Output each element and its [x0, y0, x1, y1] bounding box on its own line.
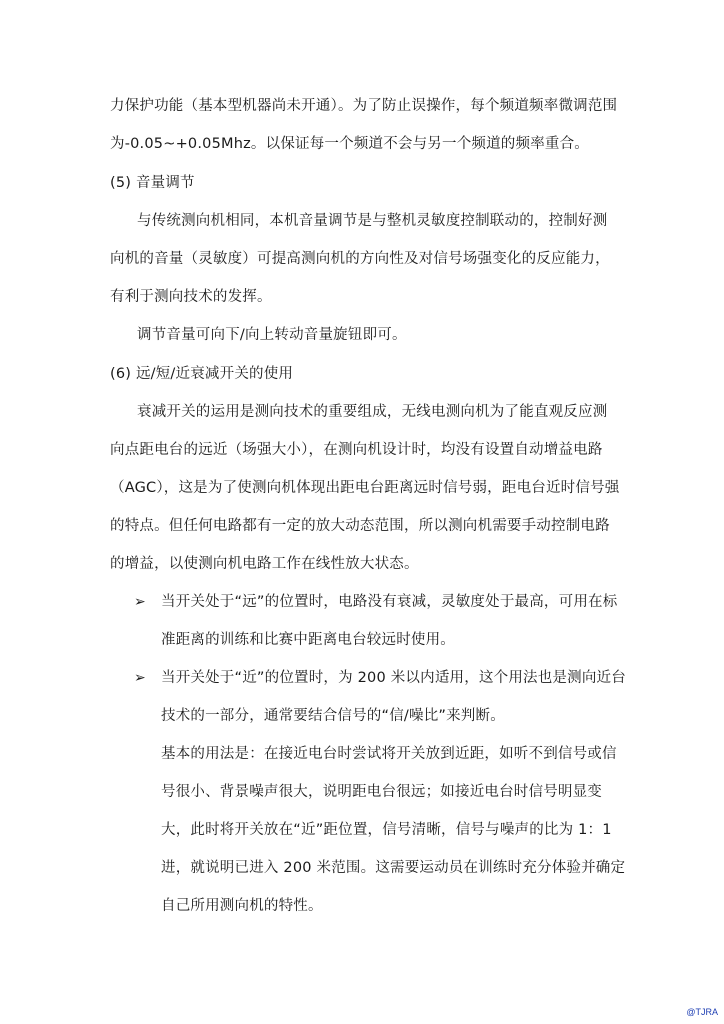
bullet-arrow-icon: ➢: [134, 594, 146, 610]
paragraph-line: 进，就说明已进入 200 米范围。这需要运动员在训练时充分体验并确定: [161, 860, 626, 876]
paragraph-line: 的特点。但任何电路都有一定的放大动态范围，所以测向机需要手动控制电路: [110, 518, 610, 534]
bullet-line: 技术的一部分，通常要结合信号的“信/噪比”来判断。: [161, 708, 505, 724]
section-heading-attenuator: (6) 远/短/近衰减开关的使用: [110, 366, 294, 382]
bullet-line: 当开关处于“远”的位置时，电路没有衰减，灵敏度处于最高，可用在标: [161, 594, 618, 610]
bullet-line: 当开关处于“近”的位置时，为 200 米以内适用，这个用法也是测向近台: [161, 670, 626, 686]
bullet-line: 准距离的训练和比赛中距离电台较远时使用。: [161, 632, 455, 648]
paragraph-line: 为-0.05~+0.05Mhz。以保证每一个频道不会与另一个频道的频率重合。: [110, 136, 590, 152]
paragraph-line: 衰减开关的运用是测向技术的重要组成，无线电测向机为了能直观反应测: [137, 404, 608, 420]
paragraph-line: 自己所用测向机的特性。: [161, 898, 323, 914]
paragraph-line: 向机的音量（灵敏度）可提高测向机的方向性及对信号场强变化的反应能力，: [110, 251, 610, 267]
paragraph-line: 有利于测向技术的发挥。: [110, 289, 272, 305]
paragraph-line: 调节音量可向下/向上转动音量旋钮即可。: [137, 327, 407, 343]
paragraph-line: 的增益，以使测向机电路工作在线性放大状态。: [110, 556, 419, 572]
paragraph-line: 与传统测向机相同，本机音量调节是与整机灵敏度控制联动的，控制好测: [137, 213, 608, 229]
footer-watermark: @TJRA: [686, 1007, 718, 1017]
bullet-arrow-icon: ➢: [134, 670, 146, 686]
paragraph-line: （AGC），这是为了使测向机体现出距电台距离远时信号弱，距电台近时信号强: [110, 480, 620, 496]
section-heading-volume: (5) 音量调节: [110, 175, 195, 191]
paragraph-line: 力保护功能（基本型机器尚未开通）。为了防止误操作，每个频道频率微调范围: [110, 98, 618, 114]
paragraph-line: 基本的用法是：在接近电台时尝试将开关放到近距，如听不到信号或信: [161, 746, 617, 762]
paragraph-line: 大，此时将开关放在“近”距位置，信号清晰，信号与噪声的比为 1：1: [161, 822, 612, 838]
paragraph-line: 号很小、背景噪声很大，说明距电台很远；如接近电台时信号明显变: [161, 784, 602, 800]
paragraph-line: 向点距电台的远近（场强大小），在测向机设计时，均没有设置自动增益电路: [110, 442, 603, 458]
